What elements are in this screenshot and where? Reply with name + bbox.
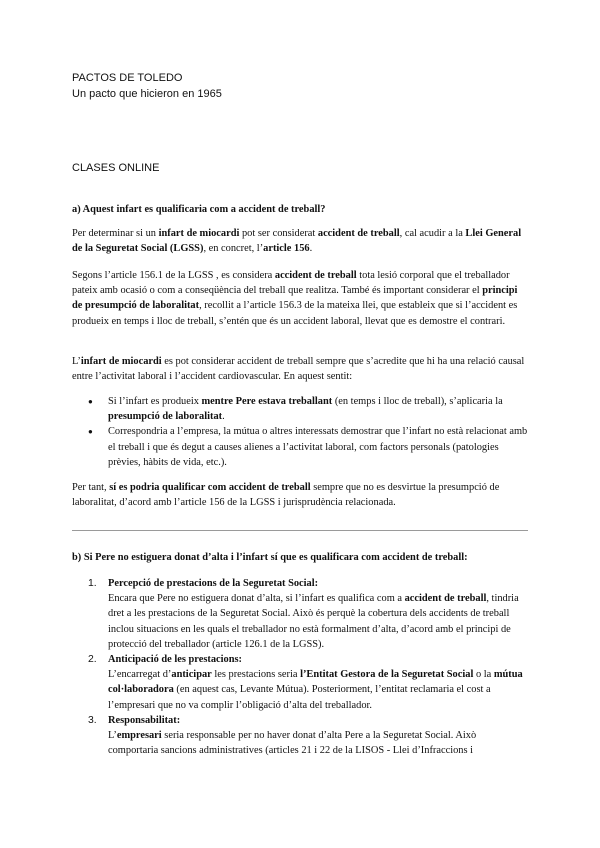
text-run: o la [473,669,494,681]
text-run: pot ser considerat [239,228,318,239]
bold-run: infart de miocardi [80,356,162,367]
bold-run: principi de presumpció de laboralitat [72,285,518,312]
paragraph-a2 [72,268,528,329]
bold-run: infart de miocardi [158,228,240,239]
list-item [72,424,528,470]
paragraph-a3 [72,354,528,384]
bold-run: mentre Pere estava treballant [201,396,333,407]
bold-run: l’Entitat Gestora de la Seguretat Social [300,669,474,681]
text-run: (en aquest cas, Levante Mútua). Posteriorment, l’entitat reclamaria el cost a l’empresari que no va complir l’obligació d’alta del treballador. [108,684,491,711]
question-b-title: b) Si Pere no estiguera donat d’alta i l’infart sí que es qualificara com accident de treball: [72,552,468,563]
item-title: Anticipació de les prestacions: [108,654,243,666]
text-run: Per tant, [72,482,110,493]
bold-run: sí es podria qualificar com accident de treball [109,482,311,493]
numbered-list-b [72,576,528,758]
header-subtitle: Un pacto que hicieron en 1965 [72,88,222,100]
text-run: L’encarregat d’ [108,669,172,681]
text-run: sempre que no es desvirtue la presumpció de laboralitat, d’acord amb l’article 156 de la LGSS i jurisprudència relacionada. [72,482,500,509]
list-item [72,576,528,652]
text-run: (en temps i lloc de treball), s’aplicaria la [332,396,503,407]
text-run: tota lesió corporal que el treballador pateix amb ocasió o com a conseqüència del treball que realitza. També és important considerar el [72,270,510,297]
bold-run: mútua col·laboradora [108,669,523,696]
bold-run: article 156 [263,243,310,255]
item-title: Percepció de prestacions de la Seguretat Social: [108,578,319,589]
horizontal-rule [72,530,528,531]
item-body [108,667,528,713]
text-run: Per determinar si un [72,228,159,239]
item-body [108,728,528,758]
bold-run: accident de treball [317,228,400,239]
text-run: es pot considerar accident de treball sempre que s’acredite que hi ha una relació causal entre l’activitat laboral i l’accident cardiovascular. En aquest sentit: [72,356,525,383]
text-run: , tindria dret a les prestacions de la Seguretat Social. Això és perquè la cobertura dels accidents de treball inclou situacions en les quals el treballador no està formalment d’alta, d’acord amb el principi de protecció del treballador (article 126.1 de la LGSS). [108,593,519,650]
bold-run: Llei General de la Seguretat Social (LGSS) [72,228,522,255]
text-run: Encara que Pere no estiguera donat d’alta, si l’infart es qualifica com a [108,593,405,605]
text-run: , cal acudir a la [399,228,466,239]
question-a-title: a) Aquest infart es qualificaria com a accident de treball? [72,204,326,215]
section-title: CLASES ONLINE [72,162,160,174]
text-run: Segons l’article 156.1 de la LGSS , es considera [72,270,275,281]
bold-run: anticipar [171,669,212,681]
list-item [72,652,528,713]
text-run: Correspondria a l’empresa, la mútua o altres interessats demostrar que l’infart no està relacionat amb el treball i que és degut a causes alienes a l’activitat laboral, com factors personals (patologies prèvies, hàbits de vida, etc.). [108,426,528,468]
bold-run: empresari [116,730,162,742]
bold-run: accident de treball [274,270,357,281]
item-title: Responsabilitat: [108,714,181,726]
text-run: , recollit a l’article 156.3 de la mateixa llei, que estableix que si l’accident es produeix en temps i lloc de treball, s’entén que és un accident laboral, llevat que es demostre el contrari. [72,300,518,327]
text-run: . [309,243,313,255]
paragraph-a1 [72,226,528,256]
doc-header [72,70,222,102]
text-run: L’ [108,730,117,742]
item-number: 1. [88,578,97,589]
bold-run: accident de treball [404,593,487,605]
text-run: Si l’infart es produeix [108,396,202,407]
list-item [72,713,528,759]
text-run: , en concret, l’ [203,243,264,255]
text-run: seria responsable per no haver donat d’alta Pere a la Seguretat Social. Això comportaria sancions administratives (articles 21 i 22 de la LISOS - Llei d’Infraccions i [108,730,477,757]
bold-run: presumpció de laboralitat [108,411,223,423]
text-run: . [222,411,225,423]
paragraph-a4 [72,480,528,510]
item-body [108,591,528,652]
bullet-list-a [72,394,528,470]
text-run: L’ [72,356,81,367]
header-title: PACTOS DE TOLEDO [72,72,183,84]
item-number: 2. [88,654,97,666]
list-item [72,394,528,424]
item-number: 3. [88,714,97,726]
text-run: les prestacions seria [211,669,301,681]
